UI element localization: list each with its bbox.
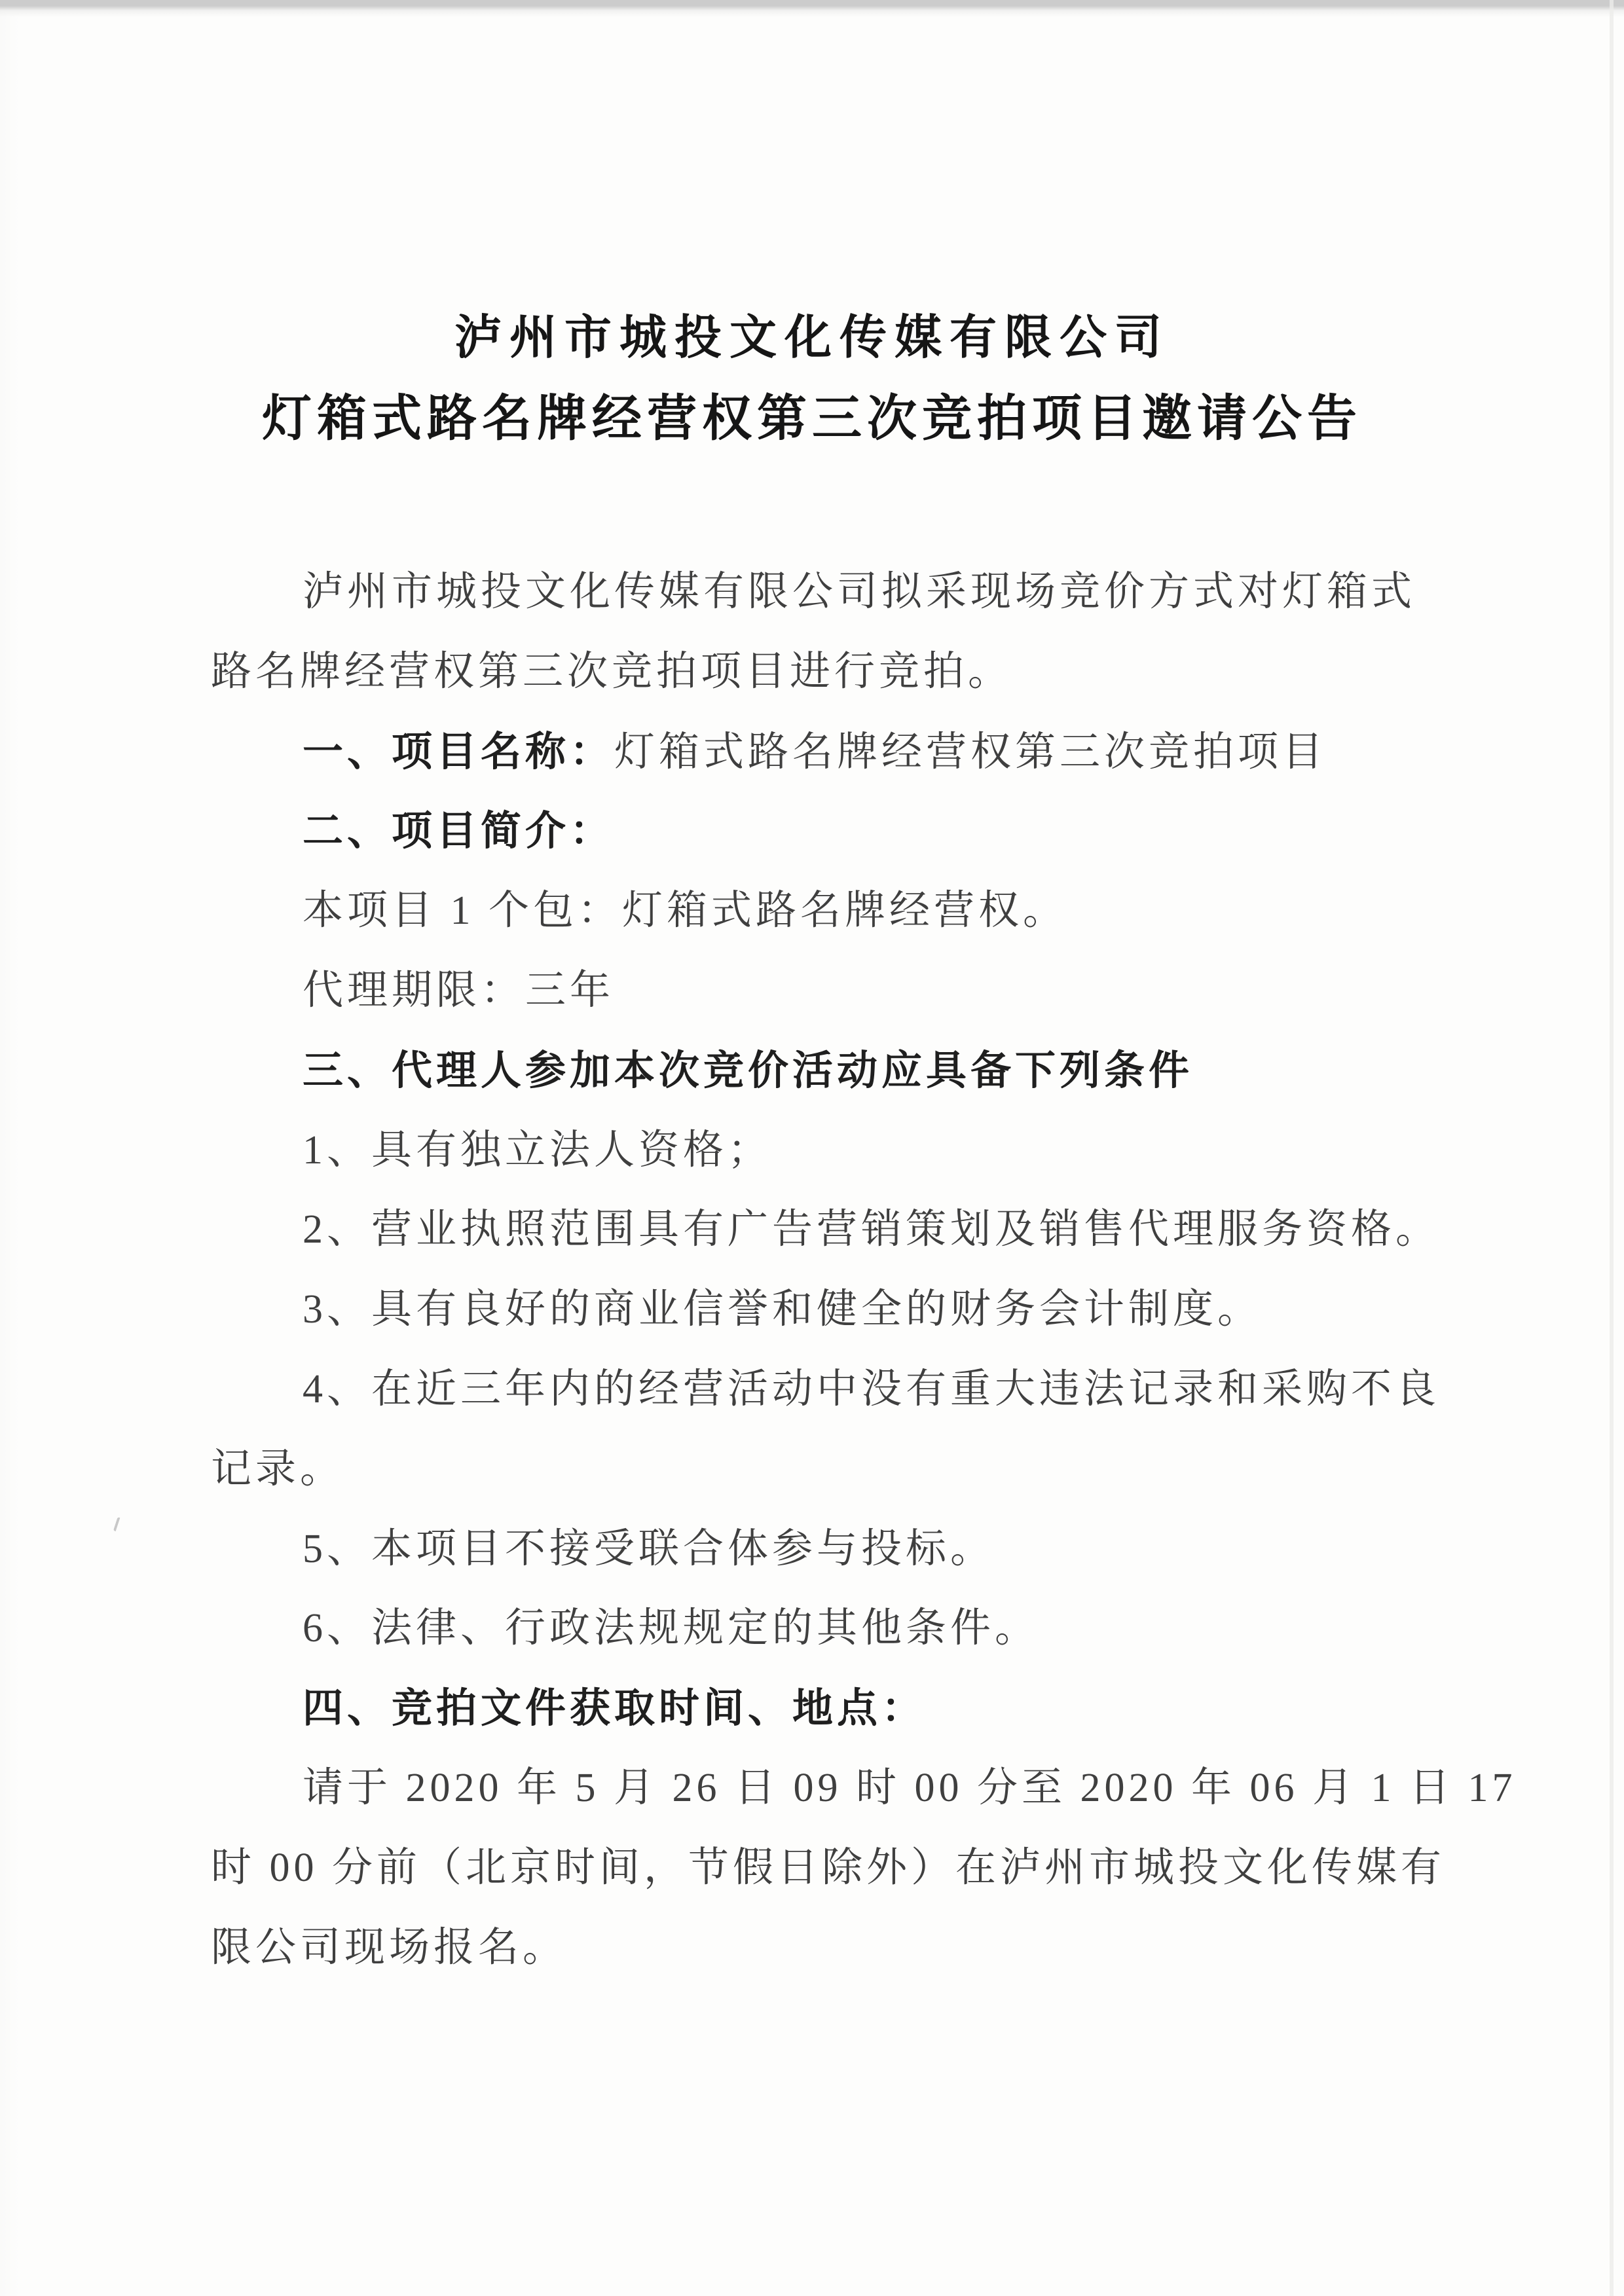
line-body-text: 4、在近三年内的经营活动中没有重大违法记录和采购不良 [303, 1366, 1441, 1412]
line-body-text: 灯箱式路名牌经营权第三次竞拍项目 [614, 729, 1327, 774]
document-title-line-1: 泸州市城投文化传媒有限公司 [454, 312, 1170, 364]
document-line [211, 632, 1383, 712]
document-line [211, 553, 1416, 632]
document-line [211, 1031, 1383, 1111]
line-body-text: 本项目 1 个包：灯箱式路名牌经营权。 [303, 888, 1068, 934]
line-body-text: 记录。 [211, 1446, 345, 1491]
line-body-text: 3、具有良好的商业信誉和健全的财务会计制度。 [303, 1287, 1263, 1332]
document-line [211, 712, 1383, 792]
document-body [211, 553, 1517, 1988]
document-line [211, 1829, 1446, 1908]
line-body-text: 路名牌经营权第三次竞拍项目进行竞拍。 [211, 649, 1013, 694]
line-body-text: 泸州市城投文化传媒有限公司拟采现场竞价方式对灯箱式 [303, 570, 1416, 614]
document-line [211, 1111, 1383, 1191]
line-body-text: 时 00 分前（北京时间，节假日除外）在泸州市城投文化传媒有 [211, 1845, 1446, 1890]
document-line [211, 1589, 1383, 1669]
line-body-text: 代理期限：三年 [303, 968, 615, 1013]
scan-speck-artifact [113, 1517, 124, 1533]
line-body-text: 请于 2020 年 5 月 26 日 09 时 00 分至 2020 年 06 月 1 日 17 [303, 1765, 1517, 1810]
document-line [211, 1749, 1517, 1829]
line-body-text: 6、法律、行政法规规定的其他条件。 [303, 1606, 1040, 1651]
line-body-text: 1、具有独立法人资格； [303, 1127, 773, 1173]
line-heading-text: 一、项目名称： [303, 729, 615, 774]
document-line [211, 1669, 1383, 1749]
document-title-line-2: 灯箱式路名牌经营权第三次竞拍项目邀请公告 [262, 391, 1362, 446]
line-heading-text: 三、代理人参加本次竞价活动应具备下列条件 [303, 1048, 1194, 1093]
document-line [211, 1350, 1441, 1430]
line-body-text: 限公司现场报名。 [211, 1925, 568, 1970]
document-line [211, 1270, 1383, 1350]
document-line [211, 792, 1383, 871]
document-line [211, 1190, 1441, 1270]
document-line [211, 871, 1383, 951]
line-heading-text: 四、竞拍文件获取时间、地点： [303, 1686, 927, 1732]
scan-right-streak-artifact [1610, 0, 1614, 2296]
document-line [211, 951, 1383, 1031]
line-body-text: 2、营业执照范围具有广告营销策划及销售代理服务资格。 [303, 1207, 1441, 1252]
document-line [211, 1430, 1383, 1510]
document-line [211, 1510, 1383, 1590]
line-heading-text: 二、项目简介： [303, 809, 615, 854]
line-body-text: 5、本项目不接受联合体参与投标。 [303, 1526, 995, 1571]
scan-top-edge-artifact [0, 0, 1624, 17]
document-line [211, 1908, 1383, 1988]
